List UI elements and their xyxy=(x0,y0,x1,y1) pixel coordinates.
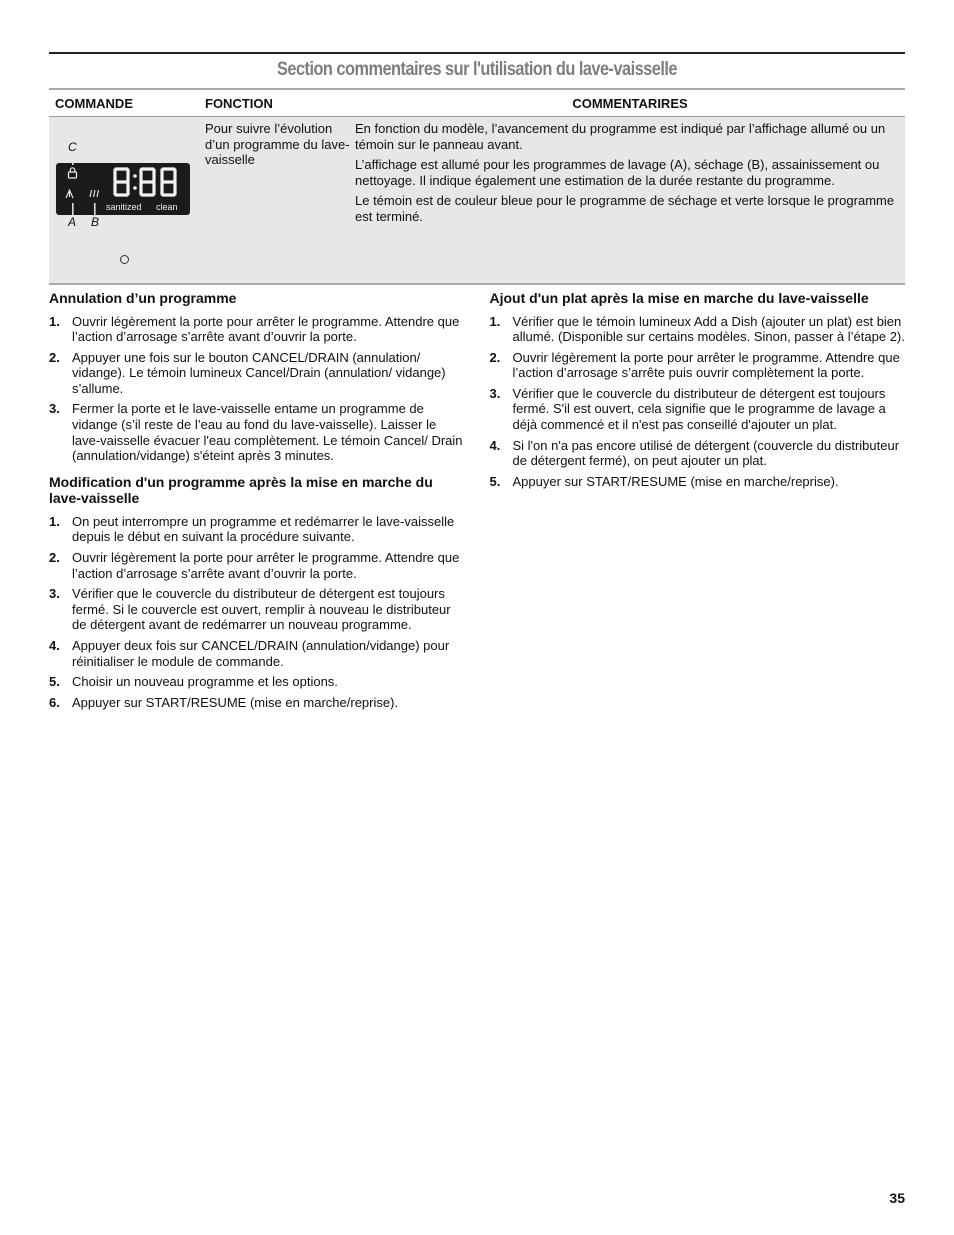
indicator-circle xyxy=(120,255,129,264)
left-column xyxy=(49,290,465,720)
list-item xyxy=(490,438,906,469)
list-item xyxy=(49,674,465,690)
list-item xyxy=(49,514,465,545)
instruction-list xyxy=(49,514,465,711)
section-heading: Modification d'un programme après la mise en marche du lave-vaisselle xyxy=(49,473,433,507)
list-item xyxy=(49,586,465,633)
table-row xyxy=(49,116,905,285)
section-title: Section commentaires sur l'utilisation du lave-vaisselle xyxy=(276,59,677,80)
header-fonction: FONCTION xyxy=(205,95,273,111)
right-column xyxy=(490,290,906,720)
header-commande: COMMANDE xyxy=(55,95,133,111)
step-number: 1. xyxy=(49,513,60,529)
control-illustration xyxy=(49,117,205,283)
label-a: A xyxy=(68,215,77,229)
step-text: Fermer la porte et le lave-vaisselle entame un programme de vidange (s’il reste de l’eau au fond du lave-vaisselle). Laisser le lave-vaisselle évacuer l'eau complètement. Le témoin Cancel/ Drain (annulation/vidange) s'éteint après 3 minutes. xyxy=(72,401,463,464)
step-text: Si l'on n'a pas encore utilisé de détergent (couvercle du distributeur de détergent fermé), on peut ajouter un plat. xyxy=(512,437,900,469)
instruction-list xyxy=(490,314,906,490)
step-number: 1. xyxy=(489,313,501,329)
step-number: 2. xyxy=(489,349,501,365)
comments xyxy=(355,117,905,283)
step-text: Choisir un nouveau programme et les options. xyxy=(72,674,338,690)
list-item xyxy=(490,474,906,490)
clean-label: clean xyxy=(156,202,178,212)
header-commentaires: COMMENTARIRES xyxy=(572,95,688,111)
step-number: 2. xyxy=(49,349,60,365)
comment-paragraph: L’affichage est allumé pour les programmes de lavage (A), séchage (B), assainissement ou nettoyage. Il indique également une estimation de la durée restante du programme. xyxy=(355,157,880,188)
label-b: B xyxy=(91,215,100,229)
list-item xyxy=(49,550,465,581)
instruction-list xyxy=(49,314,465,464)
list-item xyxy=(49,638,465,669)
list-item xyxy=(49,401,465,463)
step-number: 4. xyxy=(49,638,60,653)
step-text: Appuyer deux fois sur CANCEL/DRAIN (annulation/vidange) pour réinitialiser le module de commande. xyxy=(72,638,450,669)
lock-icon xyxy=(69,168,77,178)
step-text: Vérifier que le témoin lumineux Add a Dish (ajouter un plat) est bien allumé. (Disponible sur certains modèles. Sinon, passer à l’étape 2). xyxy=(512,313,905,345)
step-text: Appuyer sur START/RESUME (mise en marche/reprise). xyxy=(72,694,399,710)
table-header xyxy=(49,88,905,116)
list-item xyxy=(49,350,465,397)
step-text: Appuyer sur START/RESUME (mise en marche/reprise). xyxy=(512,473,839,489)
page xyxy=(49,52,905,285)
comment-paragraph: En fonction du modèle, l’avancement du programme est indiqué par l’affichage allumé ou un témoin sur le panneau avant. xyxy=(355,121,886,152)
step-number: 3. xyxy=(489,385,501,401)
step-number: 5. xyxy=(489,473,501,489)
list-item xyxy=(490,314,906,345)
step-number: 1. xyxy=(49,313,60,329)
list-item xyxy=(49,314,465,345)
list-item xyxy=(490,386,906,433)
sanitized-label: sanitized xyxy=(106,202,142,212)
list-item xyxy=(490,350,906,381)
section-heading: Annulation d’un programme xyxy=(49,290,237,306)
label-c: C xyxy=(68,140,77,154)
wash-icon xyxy=(66,190,73,198)
function-text: Pour suivre l’évolution d’un programme du lave-vaisselle xyxy=(205,121,350,167)
dry-icon xyxy=(90,190,99,197)
time-digits xyxy=(115,169,175,195)
step-text: Appuyer une fois sur le bouton CANCEL/DRAIN (annulation/ vidange). Le témoin lumineux Cancel/Drain (annulation/ vidange) s’allume. xyxy=(72,349,446,396)
step-text: Ouvrir légèrement la porte pour arrêter le programme. Attendre que l’action d’arrosage s’arrête puis ouvrir complètement la porte. xyxy=(512,349,900,381)
comment-paragraph: Le témoin est de couleur bleue pour le programme de séchage et verte lorsque le programme est terminé. xyxy=(355,193,895,224)
section-heading: Ajout d'un plat après la mise en marche du lave-vaisselle xyxy=(489,290,869,306)
step-number: 3. xyxy=(49,586,60,602)
page-number: 35 xyxy=(889,1190,905,1206)
step-number: 4. xyxy=(489,437,501,453)
step-text: Vérifier que le couvercle du distributeur de détergent est toujours fermé. Si le couvercle est ouvert, remplir à nouveau le distributeur de détergent avant de redémarrer un nouveau programme. xyxy=(72,586,451,633)
instructions xyxy=(49,290,905,720)
step-number: 6. xyxy=(49,694,60,710)
step-text: Ouvrir légèrement la porte pour arrêter le programme. Attendre que l’action d’arrosage s’arrête avant d’ouvrir la porte. xyxy=(72,313,460,345)
display-graphic xyxy=(56,163,190,215)
list-item xyxy=(49,695,465,711)
step-text: On peut interrompre un programme et redémarrer le lave-vaisselle depuis le début en suivant la procédure suivante. xyxy=(72,513,455,545)
step-number: 2. xyxy=(49,550,60,566)
step-number: 3. xyxy=(49,401,60,417)
step-text: Vérifier que le couvercle du distributeur de détergent est toujours fermé. S'il est ouvert, cela signifie que le programme de lavage a déjà commencé et il n'est pas conseillé d'ajouter un plat. xyxy=(512,385,886,433)
step-text: Ouvrir légèrement la porte pour arrêter le programme. Attendre que l’action d’arrosage s’arrête avant d’ouvrir la porte. xyxy=(72,550,460,581)
display-panel xyxy=(56,163,190,215)
step-number: 5. xyxy=(49,674,60,690)
